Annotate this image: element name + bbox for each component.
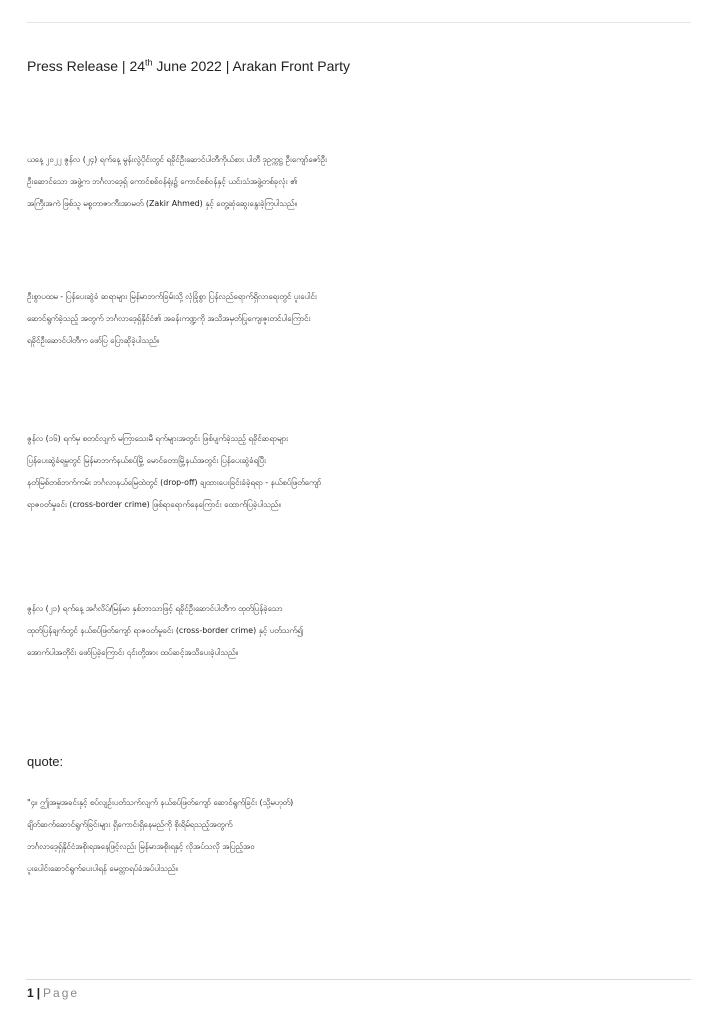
quote-label: quote:	[27, 754, 64, 769]
header-prefix: Press Release | 24	[27, 58, 146, 74]
paragraph-line: ချိတ်ဆက်ဆောင်ရွက်ခြင်းများ ရှိကောင်းရှိနေမည်ကို စိုးရိမ်ရသည့်အတွက်	[27, 820, 233, 829]
paragraph-line: ဦးစွာပထမ - ပြန်ပေးဆွဲခံ ဆရာများ မြန်မာဘက်ခြမ်းသို့ လုံခြုံစွာ ပြန်လည်ရောက်ရှိလာရေးတွင် ပူးပေါင်း	[27, 292, 317, 301]
paragraph-quote	[27, 792, 697, 880]
paragraph-thanks	[27, 286, 697, 352]
footer-separator: |	[36, 986, 41, 1000]
paragraph-meeting	[27, 149, 697, 215]
paragraph-line: ရခိုင်ဦးဆောင်ပါတီက ဖော်ပြ ပြောဆိုခဲ့ပါသည်။	[27, 336, 160, 345]
paragraph-line: ထုတ်ပြန်ချက်တွင် နယ်စပ်ဖြတ်ကျော် ရာဇဝတ်မှုခင်း (cross-border crime) နှင့် ပတ်သက်၍	[27, 626, 304, 635]
paragraph-line: ဇွန်လ (၁၆) ရက်မှ စတင်လျက် မကြာသေးမီ ရက်များအတွင်း ဖြစ်ပျက်ခဲ့သည့် ရခိုင်ဆရာများ	[27, 434, 289, 443]
paragraph-line: ပူးပေါင်းဆောင်ရွက်ပေးပါရန် မေတ္တာရပ်ခံအပ်ပါသည်။	[27, 864, 178, 873]
page-number: 1	[27, 986, 34, 1000]
page-footer	[27, 986, 79, 1000]
paragraph-line: ဇွန်လ (၂၁) ရက်နေ့ အင်္ဂလိပ်/မြန်မာ နှစ်ဘာသာဖြင့် ရခိုင်ဦးဆောင်ပါတီက ထုတ်ပြန်ခဲ့သော	[27, 604, 283, 613]
paragraph-line: ဦးဆောင်သော အဖွဲ့က ဘင်္ဂလာဒေ့ရှ် ကောင်စစ်ဝန်ရုံး၌ ကောင်စစ်ဝန်နှင့် ယင်းသံအဖွဲ့တစ်ခုလုံး ၏	[27, 177, 298, 186]
header-ordinal-suffix: th	[145, 57, 153, 68]
paragraph-line: ယနေ့ ၂၀၂၂ ဇွန်လ (၂၄) ရက်နေ့ မွန်းလွဲပိုင်းတွင် ရခိုင်ဦးဆောင်ပါတီကိုယ်စား ပါတီ ဒုဥက္ကဋ္ဌ ဦးကျော်ဇော်ဦး	[27, 155, 327, 164]
press-release-header	[27, 58, 350, 74]
footer-divider	[26, 979, 691, 980]
paragraph-statement	[27, 598, 697, 664]
paragraph-line: "၄။ ဤအမှုအခင်းနှင့် စပ်လျဉ်းပတ်သက်လျက် နယ်စပ်ဖြတ်ကျော် ဆောင်ရွက်ခြင်း (သို့မဟုတ်)	[27, 798, 294, 807]
paragraph-abduction	[27, 428, 697, 516]
page-word: Page	[43, 986, 80, 1000]
top-divider	[26, 22, 691, 23]
paragraph-line: အကြီးအကဲ ဖြစ်သူ မစ္စတာဇာကီးအာမတ် (Zakir Ahmed) နှင့် တွေ့ဆုံဆွေးနွေးခဲ့ကြပါသည်။	[27, 199, 297, 208]
paragraph-line: ပြန်ပေးဆွဲခံရမှုတွင် မြန်မာဘက်နယ်စပ်မြို့ မောင်တောမြို့နယ်အတွင်း ပြန်ပေးဆွဲခံရပြီး	[27, 456, 266, 465]
header-suffix: June 2022 | Arakan Front Party	[152, 58, 350, 74]
paragraph-line: ရာဇဝတ်မှုခင်း (cross-border crime) ဖြစ်ရာရောက်နေကြောင်း ထောက်ပြခဲ့ပါသည်။	[27, 500, 281, 509]
paragraph-line: အောက်ပါအတိုင်း ဖော်ပြခဲ့ကြောင်း ၎င်းတို့အား ထပ်ဆင့်အသိပေးခဲ့ပါသည်။	[27, 648, 238, 657]
paragraph-line: ဘင်္ဂလာဒေ့ရှ်နိုင်ငံအစိုးရအနေဖြင့်လည်း မြန်မာအစိုးရနှင့် လိုအပ်သလို အပြည့်အဝ	[27, 842, 255, 851]
paragraph-line: နတ်မြစ်တစ်ဘက်ကမ်း ဘင်္ဂလာနယ်မြေထဲတွင် (drop-off) ချထားပေးခြင်းခံခဲ့ရရာ - နယ်စပ်ဖြတ်ကျော်	[27, 478, 322, 487]
paragraph-line: ဆောင်ရွက်ခဲ့သည့် အတွက် ဘင်္ဂလာဒေ့ရှ်နိုင်ငံ၏ အခန်းကဏ္ဍကို အသိအမှတ်ပြုကျေးဇူးတင်ပါကြောင်း	[27, 314, 311, 323]
